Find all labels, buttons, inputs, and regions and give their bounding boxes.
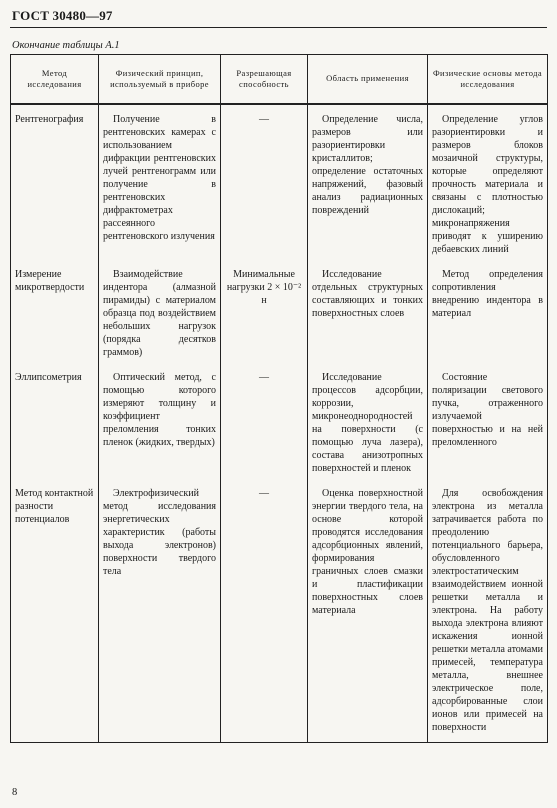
- cell-principle: Оптический метод, с помощью которого измеряют толщину и коэффициент преломления тонких пленок (жидких, твердых): [99, 359, 221, 475]
- table-caption: Окончание таблицы А.1: [12, 40, 120, 51]
- cell-basis: Состояние поляризации светового пучка, отраженного излучаемой поверхностью и на ней преломленного: [428, 359, 548, 475]
- cell-resolution: Минимальные нагрузки 2 × 10⁻² н: [221, 256, 308, 359]
- column-header-resolution: Разрешающая способность: [221, 55, 308, 105]
- methods-table: [10, 54, 548, 743]
- cell-application: Оценка поверхностной энергии твердого тела, на основе которой проводятся исследования адсорбционных явлений, формирования граничных слоев смазки и пластификации поверхностных слоев материала: [308, 475, 428, 743]
- cell-method: Рентгенография: [11, 104, 99, 256]
- cell-application: Исследование процессов адсорбции, коррозии, микронеоднородностей на поверхности (с помощью луча лазера), состава анизотропных поверхностей и пленок: [308, 359, 428, 475]
- header-rule: [10, 27, 547, 28]
- cell-resolution: —: [221, 359, 308, 475]
- table-row: [11, 475, 548, 743]
- cell-resolution: —: [221, 104, 308, 256]
- column-header-application: Область применения: [308, 55, 428, 105]
- column-header-principle: Физический принцип, используемый в приборе: [99, 55, 221, 105]
- cell-basis: Метод определения сопротивления внедрению индентора в материал: [428, 256, 548, 359]
- table-row: [11, 359, 548, 475]
- table-header-row: [11, 55, 548, 105]
- cell-principle: Электрофизический метод исследования энергетических характеристик (работы выхода электронов) поверхности твердого тела: [99, 475, 221, 743]
- cell-resolution: —: [221, 475, 308, 743]
- cell-method: Эллипсометрия: [11, 359, 99, 475]
- cell-method: Метод контактной разности потенциалов: [11, 475, 99, 743]
- column-header-method: Метод исследования: [11, 55, 99, 105]
- column-header-basis: Физические основы метода исследования: [428, 55, 548, 105]
- page-number: 8: [12, 787, 18, 798]
- cell-principle: Взаимодействие индентора (алмазной пирамиды) с материалом образца под воздействием небольших нагрузок (порядка десятков граммов): [99, 256, 221, 359]
- cell-principle: Получение в рентгеновских камерах с использованием дифракции рентгеновских лучей рентгенограмм или получение в рентгеновских дифрактометрах рассеянного рентгеновского излучения: [99, 104, 221, 256]
- cell-application: Исследование отдельных структурных составляющих и тонких поверхностных слоев: [308, 256, 428, 359]
- cell-application: Определение числа, размеров или разориентировки кристаллитов; определение остаточных напряжений, фазовый анализ радиационных повреждений: [308, 104, 428, 256]
- document-title: ГОСТ 30480—97: [12, 8, 113, 23]
- cell-basis: Определение углов разориентировки и размеров блоков мозаичной структуры, которые определяют прочность материала и связаны с плотностью дислокаций; микронапряжения приводят к уширению дебаевских линий: [428, 104, 548, 256]
- cell-basis: Для освобождения электрона из металла затрачивается работа по преодолению потенциального барьера, обусловленного электростатическим взаимодействием ионной решетки металла и электрона. На работу выхода электрона влияют искажения ионной решетки металла атомами примесей, температура металла, внешнее электрическое поле, адсорбированные слои ионов или примесей на поверхности: [428, 475, 548, 743]
- table-row: [11, 256, 548, 359]
- cell-method: Измерение микротвердости: [11, 256, 99, 359]
- table-row: [11, 104, 548, 256]
